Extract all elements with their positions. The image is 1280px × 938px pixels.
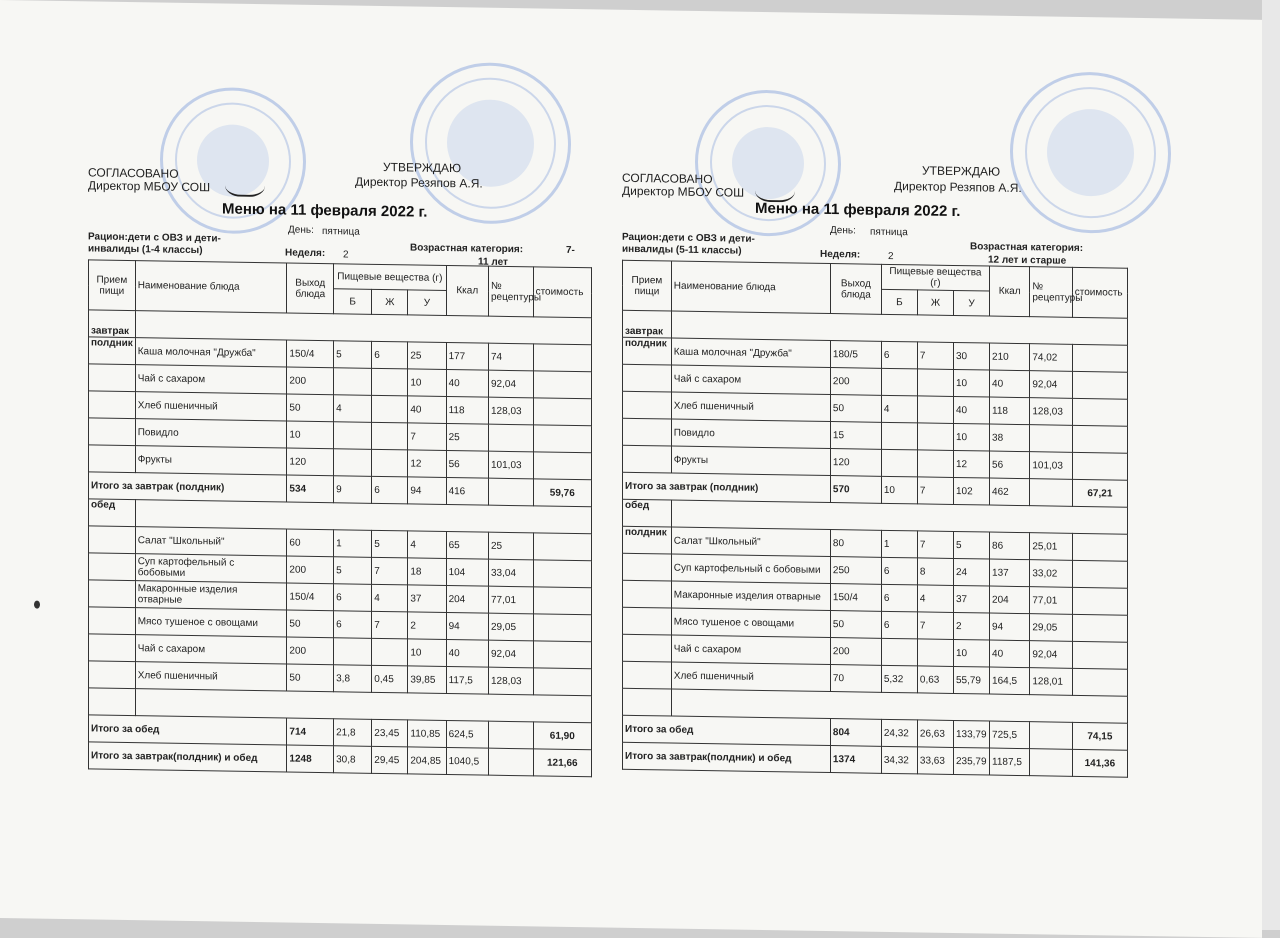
day-value: пятница — [322, 226, 360, 238]
meal-cell: полдник — [89, 337, 136, 365]
dish-name-cell: Мясо тушеное с овощами — [671, 608, 830, 637]
dish-name-cell: Салат "Школьный" — [671, 527, 830, 556]
ration-line-1: Рацион:дети с ОВЗ и дети- — [622, 231, 755, 245]
value-cell: 7 — [917, 612, 953, 640]
col-cost: стоимость — [1072, 267, 1127, 318]
value-cell: 4 — [917, 585, 953, 613]
total-value: 714 — [287, 718, 334, 746]
total-value: 1187,5 — [990, 748, 1030, 776]
total-value: 133,79 — [953, 720, 989, 748]
dish-name-cell: Мясо тушеное с овощами — [135, 608, 287, 637]
value-cell: 7 — [917, 531, 953, 559]
value-cell: 250 — [830, 557, 881, 585]
week-label: Неделя: — [285, 247, 326, 260]
value-cell — [1072, 587, 1127, 615]
col-kcal: Ккал — [446, 266, 488, 317]
director-school: Директор МБОУ СОШ — [88, 178, 211, 195]
dish-name-cell: Чай с сахаром — [135, 635, 287, 664]
value-cell: 101,03 — [489, 451, 534, 479]
value-cell: 33,02 — [1030, 560, 1072, 588]
value-cell: 0,63 — [917, 666, 953, 694]
col-recipe: № рецептуры — [1030, 267, 1072, 318]
value-cell: 10 — [953, 639, 989, 667]
agreed-label: СОГЛАСОВАНО — [88, 165, 179, 181]
col-zh: Ж — [372, 289, 408, 315]
value-cell: 6 — [881, 584, 917, 612]
total-value — [1030, 722, 1072, 750]
value-cell: 37 — [408, 585, 446, 613]
total-value: 9 — [334, 476, 372, 504]
meal-cell: полдник — [623, 526, 672, 554]
dish-name-cell: Суп картофельный с бобовыми — [671, 554, 830, 583]
value-cell: 40 — [953, 396, 989, 424]
value-cell: 137 — [990, 559, 1030, 587]
total-value: 204,85 — [408, 747, 446, 775]
value-cell: 15 — [830, 422, 881, 450]
value-cell: 128,03 — [489, 397, 534, 425]
total-value: 1374 — [830, 746, 881, 774]
dish-name-cell: Чай с сахаром — [671, 635, 830, 664]
value-cell: 3,8 — [334, 665, 372, 693]
value-cell — [917, 396, 953, 424]
value-cell: 40 — [990, 370, 1030, 398]
meal-cell — [89, 418, 136, 446]
value-cell: 6 — [334, 611, 372, 639]
value-cell: 210 — [990, 343, 1030, 371]
total-value: 33,63 — [917, 747, 953, 775]
meal-cell — [89, 580, 136, 608]
value-cell: 4 — [881, 395, 917, 423]
signature-icon — [225, 169, 265, 198]
value-cell: 80 — [830, 530, 881, 558]
value-cell: 200 — [287, 637, 334, 665]
signature-icon — [755, 174, 795, 203]
dish-name-cell: Макаронные изделия отварные — [671, 581, 830, 610]
week-value: 2 — [343, 249, 349, 261]
value-cell: 39,85 — [408, 666, 446, 694]
meal-cell — [623, 391, 672, 419]
total-value: 235,79 — [953, 747, 989, 775]
value-cell: 94 — [446, 613, 488, 641]
total-value: 804 — [830, 719, 881, 747]
value-cell: 2 — [408, 612, 446, 640]
value-cell: 4 — [408, 531, 446, 559]
total-value — [489, 748, 534, 776]
value-cell — [1072, 533, 1127, 561]
value-cell: 70 — [830, 665, 881, 693]
total-value: 94 — [408, 477, 446, 505]
value-cell — [917, 369, 953, 397]
page-title: Меню на 11 февраля 2022 г. — [222, 200, 428, 221]
age-label: Возрастная категория: — [970, 241, 1084, 255]
dish-name-cell: Макаронные изделия отварные — [135, 581, 287, 610]
dish-name-cell: Хлеб пшеничный — [135, 392, 287, 421]
total-value: 7 — [917, 477, 953, 505]
agreed-label: СОГЛАСОВАНО — [622, 170, 713, 187]
dish-name-cell: Чай с сахаром — [671, 365, 830, 394]
value-cell: 150/4 — [830, 584, 881, 612]
value-cell — [372, 368, 408, 396]
meal-cell — [623, 445, 672, 473]
value-cell — [1072, 344, 1127, 372]
total-cost: 67,21 — [1072, 479, 1127, 507]
total-label: Итого за завтрак (полдник) — [623, 472, 831, 502]
value-cell: 6 — [881, 611, 917, 639]
total-value: 1248 — [287, 745, 334, 773]
dish-name-cell: Повидло — [135, 419, 287, 448]
value-cell: 10 — [287, 421, 334, 449]
dish-name-cell: Хлеб пшеничный — [671, 392, 830, 421]
ration-line-1: Рацион:дети с ОВЗ и дети- — [88, 231, 221, 245]
week-label: Неделя: — [820, 248, 861, 261]
value-cell: 50 — [287, 610, 334, 638]
dish-name-cell: Каша молочная "Дружба" — [135, 338, 287, 367]
value-cell — [1072, 452, 1127, 480]
page-title: Меню на 11 февраля 2022 г. — [755, 199, 961, 221]
dish-name-cell: Салат "Школьный" — [135, 527, 287, 556]
col-u: У — [408, 290, 446, 316]
total-value: 725,5 — [990, 721, 1030, 749]
value-cell: 200 — [830, 368, 881, 396]
dish-name-cell: Каша молочная "Дружба" — [671, 338, 830, 367]
value-cell: 6 — [334, 584, 372, 612]
value-cell — [334, 638, 372, 666]
value-cell — [1072, 641, 1127, 669]
value-cell: 18 — [408, 558, 446, 586]
col-meal: Прием пищи — [89, 260, 136, 311]
value-cell: 86 — [990, 532, 1030, 560]
menu-panel-left — [0, 0, 600, 909]
total-value: 34,32 — [881, 746, 917, 774]
value-cell: 128,03 — [489, 667, 534, 695]
value-cell: 25 — [489, 532, 534, 560]
age-label: Возрастная категория: — [410, 242, 524, 256]
value-cell — [881, 368, 917, 396]
value-cell — [334, 368, 372, 396]
meal-cell — [623, 553, 672, 581]
value-cell — [1072, 425, 1127, 453]
meal-cell — [89, 661, 136, 689]
day-label: День: — [288, 224, 314, 236]
value-cell: 120 — [287, 448, 334, 476]
value-cell: 60 — [287, 529, 334, 557]
value-cell: 25 — [446, 424, 488, 452]
value-cell: 10 — [408, 639, 446, 667]
col-yield: Выход блюда — [287, 263, 334, 314]
value-cell: 6 — [881, 341, 917, 369]
value-cell — [372, 638, 408, 666]
day-value: пятница — [870, 226, 908, 239]
total-cost: 61,90 — [533, 722, 591, 750]
value-cell: 24 — [953, 558, 989, 586]
meal-cell — [623, 661, 672, 689]
value-cell — [372, 395, 408, 423]
value-cell: 77,01 — [1030, 587, 1072, 615]
value-cell: 50 — [830, 611, 881, 639]
total-value: 102 — [953, 477, 989, 505]
value-cell: 7 — [372, 557, 408, 585]
col-b: Б — [881, 289, 917, 315]
value-cell: 200 — [287, 556, 334, 584]
meal-cell — [89, 607, 136, 635]
total-label: Итого за обед — [89, 715, 287, 745]
col-zh: Ж — [917, 290, 953, 316]
value-cell — [1072, 371, 1127, 399]
total-value: 10 — [881, 476, 917, 504]
value-cell — [1072, 668, 1127, 696]
col-u: У — [953, 290, 989, 316]
value-cell: 177 — [446, 343, 488, 371]
total-label: Итого за завтрак(полдник) и обед — [623, 742, 831, 772]
col-nutrients: Пищевые вещества (г) — [881, 264, 989, 291]
meal-cell — [89, 553, 136, 581]
total-cost: 59,76 — [533, 479, 591, 507]
value-cell: 101,03 — [1030, 452, 1072, 480]
value-cell: 104 — [446, 559, 488, 587]
value-cell: 25 — [408, 342, 446, 370]
value-cell: 55,79 — [953, 666, 989, 694]
value-cell: 50 — [287, 394, 334, 422]
meal-cell — [623, 418, 672, 446]
approved-label: УТВЕРЖДАЮ — [922, 163, 1001, 179]
value-cell: 92,04 — [1030, 371, 1072, 399]
value-cell: 29,05 — [1030, 614, 1072, 642]
value-cell: 50 — [830, 395, 881, 423]
value-cell: 7 — [917, 342, 953, 370]
value-cell — [1072, 614, 1127, 642]
total-value: 24,32 — [881, 719, 917, 747]
value-cell: 4 — [372, 584, 408, 612]
value-cell: 50 — [287, 664, 334, 692]
total-value: 26,63 — [917, 720, 953, 748]
value-cell: 40 — [446, 370, 488, 398]
value-cell: 92,04 — [1030, 641, 1072, 669]
value-cell: 4 — [334, 395, 372, 423]
total-value — [489, 478, 534, 506]
value-cell: 0,45 — [372, 665, 408, 693]
value-cell: 6 — [372, 341, 408, 369]
meal-cell — [623, 607, 672, 635]
value-cell: 94 — [990, 613, 1030, 641]
value-cell: 5 — [334, 557, 372, 585]
meal-cell — [89, 445, 136, 473]
value-cell: 33,04 — [489, 559, 534, 587]
dish-name-cell: Суп картофельный с бобовыми — [135, 554, 287, 583]
value-cell: 7 — [408, 423, 446, 451]
col-b: Б — [334, 289, 372, 315]
total-value: 30,8 — [334, 746, 372, 774]
day-label: День: — [830, 225, 856, 237]
dish-name-cell: Фрукты — [135, 446, 287, 475]
value-cell — [334, 449, 372, 477]
value-cell: 40 — [408, 396, 446, 424]
value-cell: 118 — [446, 397, 488, 425]
value-cell — [881, 449, 917, 477]
value-cell: 7 — [372, 611, 408, 639]
dish-name-cell: Повидло — [671, 419, 830, 448]
total-value: 29,45 — [372, 746, 408, 774]
value-cell: 6 — [881, 557, 917, 585]
value-cell: 1 — [334, 530, 372, 558]
total-label: Итого за обед — [623, 715, 831, 745]
value-cell — [489, 424, 534, 452]
value-cell — [372, 449, 408, 477]
meal-cell — [89, 364, 136, 392]
value-cell: 77,01 — [489, 586, 534, 614]
value-cell: 29,05 — [489, 613, 534, 641]
col-kcal: Ккал — [990, 266, 1030, 317]
col-dish: Наименование блюда — [135, 261, 287, 313]
value-cell — [1030, 425, 1072, 453]
value-cell: 5 — [372, 530, 408, 558]
value-cell: 5 — [334, 341, 372, 369]
meal-cell — [623, 580, 672, 608]
total-value: 1040,5 — [446, 748, 488, 776]
value-cell — [881, 422, 917, 450]
value-cell: 30 — [953, 342, 989, 370]
value-cell: 92,04 — [489, 370, 534, 398]
age-value-1: 12 лет и старше — [988, 254, 1067, 267]
total-value: 416 — [446, 478, 488, 506]
week-value: 2 — [888, 250, 894, 263]
dish-name-cell: Чай с сахаром — [135, 365, 287, 394]
page-edge — [1262, 0, 1280, 930]
total-value: 534 — [287, 475, 334, 503]
value-cell: 74 — [489, 343, 534, 371]
menu-table — [88, 256, 592, 777]
total-value: 462 — [990, 478, 1030, 506]
value-cell — [917, 450, 953, 478]
value-cell: 118 — [990, 397, 1030, 425]
total-value — [1030, 479, 1072, 507]
value-cell: 204 — [446, 586, 488, 614]
value-cell: 12 — [953, 450, 989, 478]
ration-line-2: инвалиды (5-11 классы) — [622, 243, 742, 257]
col-recipe: № рецептуры — [489, 266, 534, 317]
value-cell — [1072, 560, 1127, 588]
meal-cell: полдник — [623, 337, 672, 365]
value-cell: 65 — [446, 532, 488, 560]
value-cell: 40 — [446, 640, 488, 668]
value-cell: 12 — [408, 450, 446, 478]
value-cell — [372, 422, 408, 450]
value-cell: 5,32 — [881, 665, 917, 693]
value-cell: 200 — [287, 367, 334, 395]
punch-hole-icon — [34, 601, 40, 609]
director-school: Директор МБОУ СОШ — [622, 183, 745, 200]
total-value: 624,5 — [446, 721, 488, 749]
value-cell — [1072, 398, 1127, 426]
meal-cell — [623, 634, 672, 662]
total-value: 23,45 — [372, 719, 408, 747]
approved-label: УТВЕРЖДАЮ — [383, 160, 462, 176]
value-cell: 37 — [953, 585, 989, 613]
age-value-1: 7- — [566, 244, 575, 257]
value-cell: 150/4 — [287, 583, 334, 611]
col-yield: Выход блюда — [830, 264, 881, 315]
section-lunch: обед — [89, 499, 136, 527]
value-cell: 25,01 — [1030, 533, 1072, 561]
value-cell: 120 — [830, 449, 881, 477]
total-value: 570 — [830, 476, 881, 504]
value-cell: 56 — [990, 451, 1030, 479]
section-breakfast: завтрак — [623, 310, 672, 338]
total-cost: 141,36 — [1072, 749, 1127, 777]
round-stamp-icon — [1010, 71, 1171, 235]
director-name: Директор Резяпов А.Я. — [894, 179, 1022, 196]
value-cell: 38 — [990, 424, 1030, 452]
total-cost: 74,15 — [1072, 722, 1127, 750]
menu-table — [622, 260, 1128, 778]
value-cell: 2 — [953, 612, 989, 640]
value-cell: 128,03 — [1030, 398, 1072, 426]
value-cell: 10 — [953, 423, 989, 451]
value-cell — [917, 423, 953, 451]
col-cost: стоимость — [533, 267, 591, 318]
total-cost: 121,66 — [533, 749, 591, 777]
meal-cell — [89, 526, 136, 554]
ration-line-2: инвалиды (1-4 классы) — [88, 243, 203, 257]
age-value-2: 11 лет — [478, 256, 508, 268]
value-cell: 150/4 — [287, 340, 334, 368]
value-cell: 74,02 — [1030, 344, 1072, 372]
director-name: Директор Резяпов А.Я. — [355, 174, 483, 191]
total-value — [1030, 749, 1072, 777]
value-cell: 128,01 — [1030, 668, 1072, 696]
section-breakfast: завтрак — [89, 310, 136, 338]
value-cell: 204 — [990, 586, 1030, 614]
dish-name-cell: Хлеб пшеничный — [671, 662, 830, 691]
col-meal: Прием пищи — [623, 260, 672, 311]
value-cell: 5 — [953, 531, 989, 559]
value-cell: 40 — [990, 640, 1030, 668]
dish-name-cell: Фрукты — [671, 446, 830, 475]
value-cell: 10 — [408, 369, 446, 397]
total-label: Итого за завтрак (полдник) — [89, 472, 287, 502]
value-cell: 200 — [830, 638, 881, 666]
total-value: 6 — [372, 476, 408, 504]
value-cell: 1 — [881, 530, 917, 558]
value-cell — [917, 639, 953, 667]
col-dish: Наименование блюда — [671, 261, 830, 313]
value-cell: 117,5 — [446, 667, 488, 695]
meal-cell — [89, 634, 136, 662]
meal-cell — [623, 364, 672, 392]
dish-name-cell: Хлеб пшеничный — [135, 662, 287, 691]
value-cell: 8 — [917, 558, 953, 586]
value-cell — [881, 638, 917, 666]
total-value — [489, 721, 534, 749]
value-cell: 164,5 — [990, 667, 1030, 695]
value-cell — [334, 422, 372, 450]
value-cell: 92,04 — [489, 640, 534, 668]
total-label: Итого за завтрак(полдник) и обед — [89, 742, 287, 772]
section-lunch: обед — [623, 499, 672, 527]
value-cell: 10 — [953, 369, 989, 397]
value-cell: 180/5 — [830, 341, 881, 369]
value-cell: 56 — [446, 451, 488, 479]
col-nutrients: Пищевые вещества (г) — [334, 264, 446, 291]
menu-panel-right — [540, 8, 1140, 917]
total-value: 110,85 — [408, 720, 446, 748]
total-value: 21,8 — [334, 719, 372, 747]
meal-cell — [89, 391, 136, 419]
